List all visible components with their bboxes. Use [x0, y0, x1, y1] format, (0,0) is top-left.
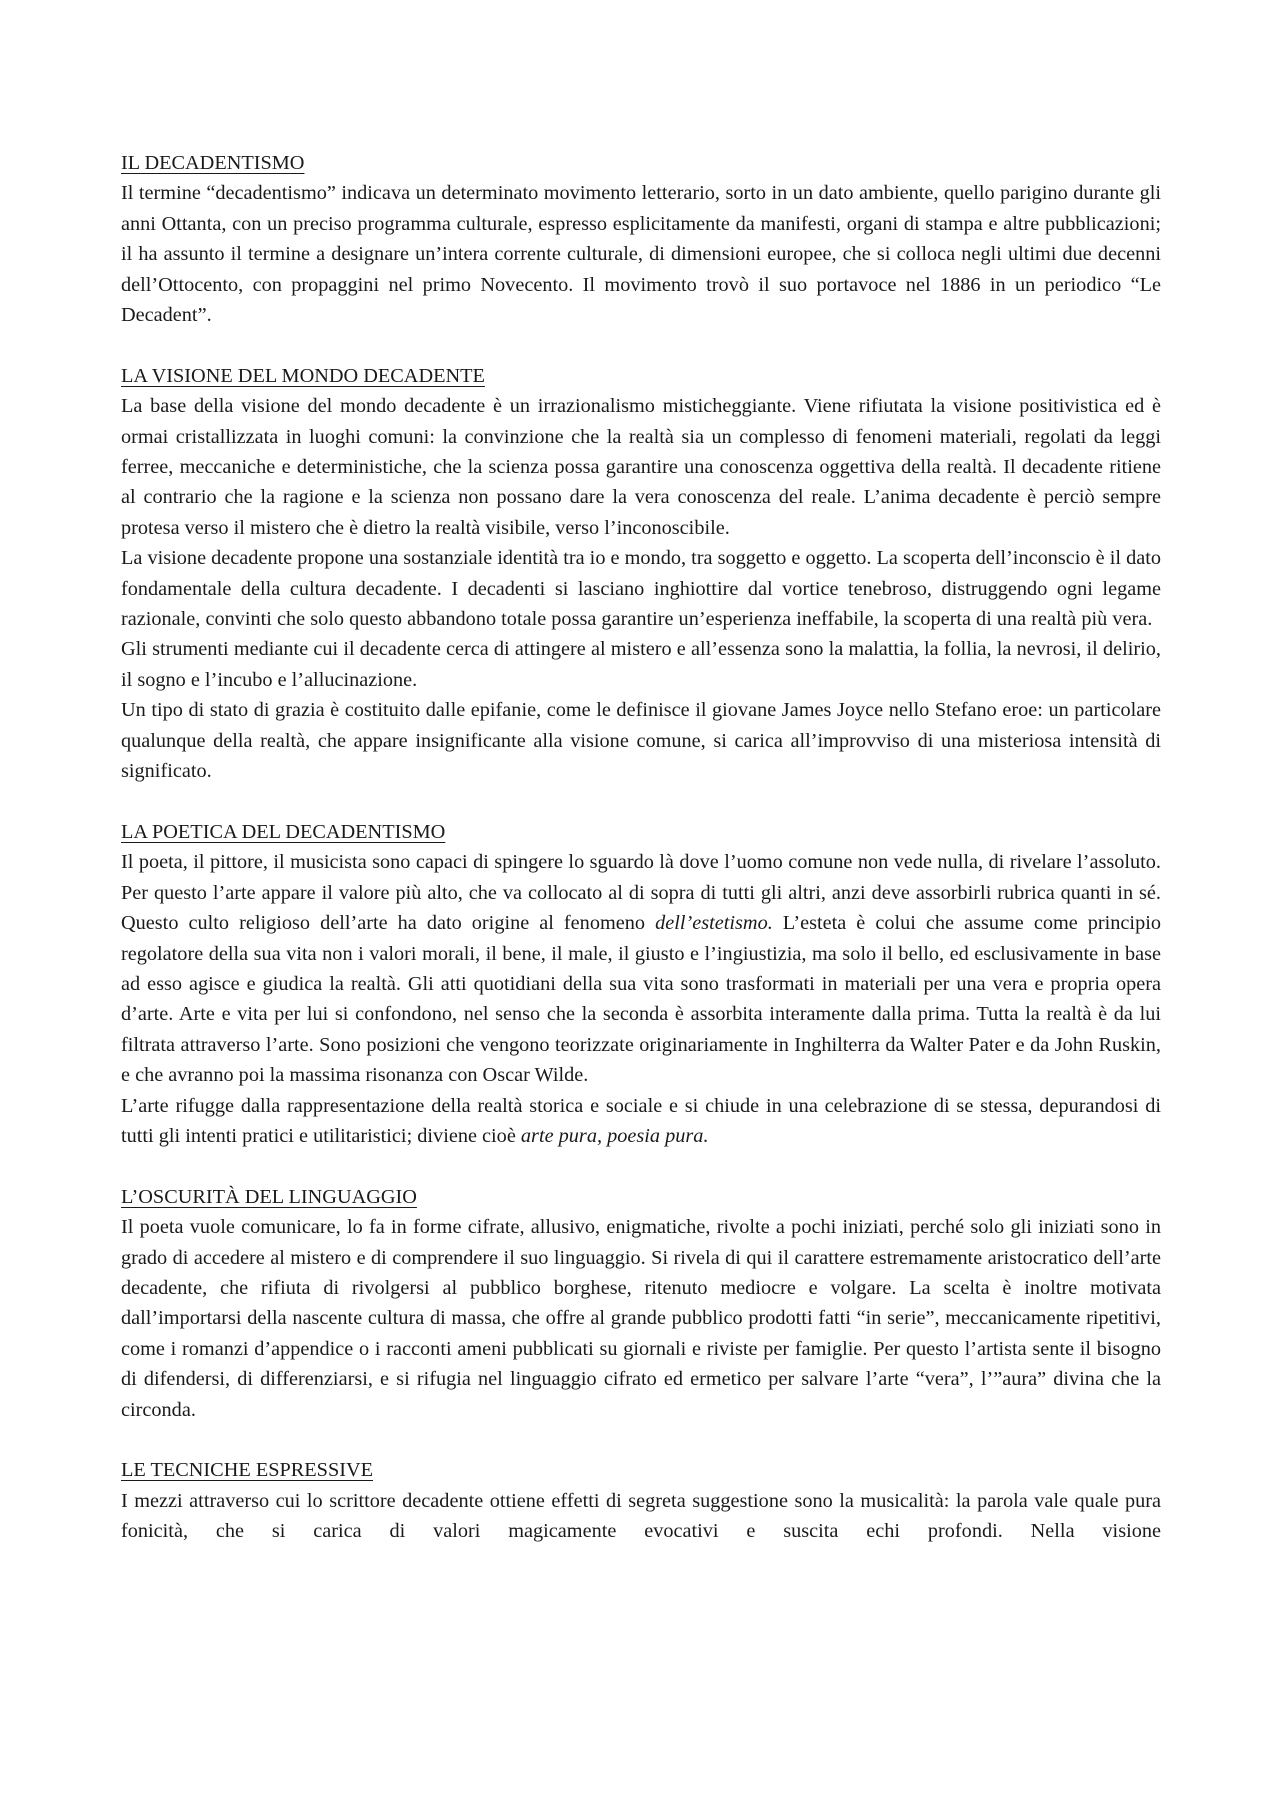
section-heading: IL DECADENTISMO	[121, 152, 305, 174]
document-page	[121, 148, 1161, 1547]
paragraph-text: L’arte rifugge dalla rappresentazione della realtà storica e sociale e si chiude in una celebrazione di se stessa, depurandosi di tutti gli intenti pratici e utilitaristici; diviene cioè	[121, 1094, 1161, 1147]
section-heading: L’OSCURITÀ DEL LINGUAGGIO	[121, 1185, 417, 1208]
section-heading: LA VISIONE DEL MONDO DECADENTE	[121, 364, 485, 387]
paragraph-text: Il poeta, il pittore, il musicista sono capaci di spingere lo sguardo là dove l’uomo comune non vede nulla, di rivelare l’assoluto. Per questo l’arte appare il valore più alto, che va collocato al di sopra di tutti gli altri, anzi deve assorbirli rubrica quanti in sé. Questo culto religioso dell’arte ha dato origine al fenomeno	[121, 851, 1161, 935]
paragraph: I mezzi attraverso cui lo scrittore decadente ottiene effetti di segreta suggestione sono la musicalità: la parola vale quale pura fonicità, che si carica di valori magicamente evocativi e suscita echi profondi. Nella visione	[121, 1489, 1161, 1543]
paragraph: Il termine “decadentismo” indicava un determinato movimento letterario, sorto in un dato ambiente, quello parigino durante gli anni Ottanta, con un preciso programma culturale, espresso esplicitamente da manifesti, organi di stampa e altre pubblicazioni; il ha assunto il termine a designare un’intera corrente culturale, di dimensioni europee, che si colloca negli ultimi due decenni dell’Ottocento, con propaggini nel primo Novecento. Il movimento trovò il suo portavoce nel 1886 in un periodico “Le Decadent”.	[121, 182, 1161, 327]
section-heading: LA POETICA DEL DECADENTISMO	[121, 820, 446, 843]
emphasis-text: arte pura, poesia pura.	[520, 1124, 709, 1147]
paragraph: Il poeta vuole comunicare, lo fa in forme cifrate, allusivo, enigmatiche, rivolte a pochi iniziati, perché solo gli iniziati sono in grado di accedere al mistero e di comprendere il suo linguaggio. Si rivela di qui il carattere estremamente aristocratico dell’arte decadente, che rifiuta di rivolgersi al pubblico borghese, ritenuto mediocre e volgare. La scelta è inoltre motivata dall’importarsi della nascente cultura di massa, che offre al grande pubblico prodotti fatti “in serie”, meccanicamente ripetitivi, come i romanzi d’appendice o i racconti ameni pubblicati su giornali e riviste per famiglie. Per questo l’artista sente il bisogno di difendersi, di differenziarsi, e si rifugia nel linguaggio cifrato ed ermetico per salvare l’arte “vera”, l’”aura” divina che la circonda.	[121, 1216, 1161, 1421]
section-tecniche-espressive	[121, 1455, 1161, 1546]
section-poetica	[121, 817, 1161, 1151]
section-heading: LE TECNICHE ESPRESSIVE	[121, 1459, 374, 1482]
paragraph-text: L’esteta è colui che assume come principio regolatore della sua vita non i valori morali, il bene, il male, il giusto e l’ingiustizia, ma solo il bello, ed esclusivamente in base ad esso agisce e giudica la realtà. Gli atti quotidiani della sua vita sono trasformati in materiali per una vera e propria opera d’arte. Arte e vita per lui si confondono, nel senso che la seconda è assorbita interamente dalla prima. Tutta la realtà è da lui filtrata attraverso l’arte. Sono posizioni che vengono teorizzate originariamente in Inghilterra da Walter Pater e da John Ruskin, e che avranno poi la massima risonanza con Oscar Wilde.	[121, 912, 1161, 1087]
emphasis-text: dell’estetismo.	[655, 912, 773, 935]
paragraph	[121, 847, 1161, 1090]
paragraph	[121, 1091, 1161, 1152]
section-oscurita-linguaggio	[121, 1182, 1161, 1425]
paragraph: La visione decadente propone una sostanziale identità tra io e mondo, tra soggetto e oggetto. La scoperta dell’inconscio è il dato fondamentale della cultura decadente. I decadenti si lasciano inghiottire dal vortice tenebroso, distruggendo ogni legame razionale, convinti che solo questo abbandono totale possa garantire un’esperienza ineffabile, la scoperta di una realtà più vera.	[121, 547, 1161, 631]
section-visione-del-mondo	[121, 361, 1161, 787]
section-decadentismo	[121, 148, 1161, 330]
paragraph: Gli strumenti mediante cui il decadente cerca di attingere al mistero e all’essenza sono la malattia, la follia, la nevrosi, il delirio, il sogno e l’incubo e l’allucinazione.	[121, 638, 1161, 691]
paragraph: Un tipo di stato di grazia è costituito dalle epifanie, come le definisce il giovane James Joyce nello Stefano eroe: un particolare qualunque della realtà, che appare insignificante alla visione comune, si carica all’improvviso di una misteriosa intensità di significato.	[121, 699, 1161, 783]
paragraph: La base della visione del mondo decadente è un irrazionalismo misticheggiante. Viene rifiutata la visione positivistica ed è ormai cristallizzata in luoghi comuni: la convinzione che la realtà sia un complesso di fenomeni materiali, regolati da leggi ferree, meccaniche e deterministiche, che la scienza possa garantire una conoscenza oggettiva della realtà. Il decadente ritiene al contrario che la ragione e la scienza non possano dare la vera conoscenza del reale. L’anima decadente è perciò sempre protesa verso il mistero che è dietro la realtà visibile, verso l’inconoscibile.	[121, 395, 1161, 539]
